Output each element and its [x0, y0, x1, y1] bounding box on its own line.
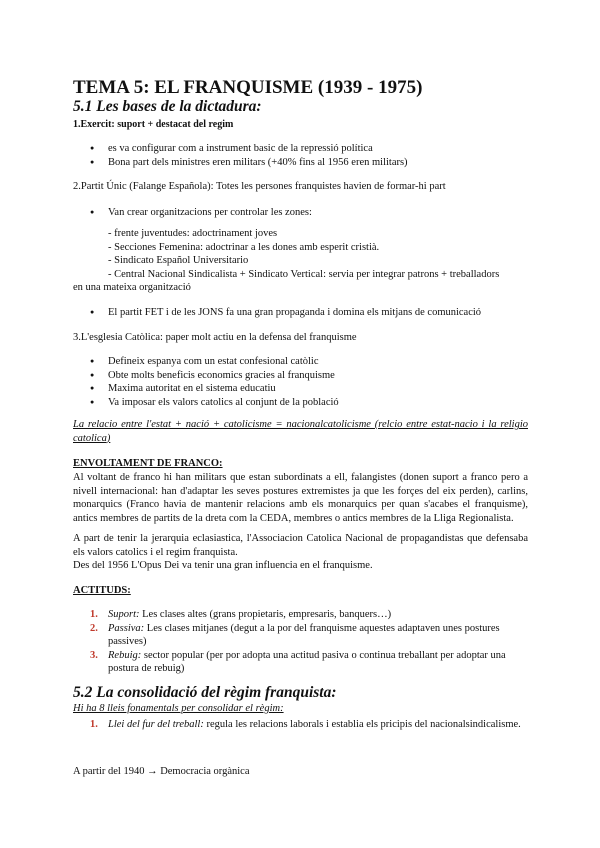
item-number: 1. — [90, 719, 98, 730]
partit-bullet-2 — [88, 306, 538, 320]
actitud-suport — [90, 608, 530, 622]
item-text: sector popular (per por adopta una actitud pasiva o continua treballant per adoptar una postura de rebuig) — [108, 649, 506, 674]
actituds-list — [90, 608, 530, 676]
list-item: - Central Nacional Sindicalista + Sindicato Vertical: servia per integrar patrons + treballadors — [108, 268, 500, 280]
list-item: ● Maxima autoritat en el sistema educatiu — [88, 382, 528, 396]
list-item: ● Obte molts beneficis economics gracies al franquisme — [88, 369, 528, 383]
list-item: ● El partit FET i de les JONS fa una gran propaganda i domina els mitjans de comunicació — [88, 306, 538, 320]
partit-sublist — [108, 227, 538, 281]
actitud-passiva — [90, 622, 530, 649]
item-text: Les clases mitjanes (degut a la por del franquisme aquestes adaptaven unes postures passives) — [108, 622, 500, 647]
list-item: - Secciones Femenina: adoctrinar a les dones amb esperit cristià. — [108, 241, 380, 253]
nacionalcatolicisme-formula: La relacio entre l'estat + nació + catolicisme = nacionalcatolicisme (relcio entre estat-nacio i la religio catolica) — [73, 419, 528, 444]
partit-bullet-1 — [88, 206, 528, 220]
item-label: Llei del fur del treball: — [108, 719, 204, 730]
esglesia-title: 3.L'esglesia Catòlica: paper molt actiu en la defensa del franquisme — [73, 332, 357, 343]
esglesia-bullets — [88, 355, 528, 409]
list-item: ● Defineix espanya com un estat confesional catòlic — [88, 355, 528, 369]
envoltament-paragraph-3: Des del 1956 L'Opus Dei va tenir una gran influencia en el franquisme. — [73, 560, 373, 571]
item-label: Rebuig: — [108, 649, 142, 661]
envoltament-paragraph-1: Al voltant de franco hi han militars que estan subordinats a ell, falangistes (donen suport a franco pero a nivell internacional: han d'adaptar les seves postures extremistes ja que les forçes del eix perden), carlins, monarquics (Franco havia de mantenir relacions amb els monarquics per quan s'acabes el franquisme), antics membres de partits de la dreta com la CEDA, membres o antics membres de la Lliga Regionalista. — [73, 472, 528, 524]
list-item: - Sindicato Español Universitario — [108, 255, 249, 266]
exercit-title: 1.Exercit: suport + destacat del regim — [73, 119, 234, 130]
item-label: Suport: — [108, 609, 140, 620]
list-item: ● es va configurar com a instrument basic de la repressió política — [88, 142, 528, 156]
list-item: ● Van crear organitzacions per controlar les zones: — [88, 206, 528, 220]
item-number: 3. — [90, 649, 98, 661]
item-number: 2. — [90, 622, 98, 634]
list-item: ● Bona part dels ministres eren militars (+40% fins al 1956 eren militars) — [88, 156, 528, 170]
exercit-bullets — [88, 142, 528, 169]
list-item: ● Va imposar els valors catolics al conjunt de la població — [88, 396, 528, 410]
actituds-heading: ACTITUDS: — [73, 585, 131, 596]
envoltament-paragraph-2: A part de tenir la jerarquia eclasiastica, l'Associacion Catolica Nacional de propagandistas que defensaba els valors catolics i el regim franquista. — [73, 533, 528, 558]
item-text: Les clases altes (grans propietaris, empresaris, banquers…) — [139, 609, 392, 620]
partit-title: 2.Partit Únic (Falange Española): Totes les persones franquistes havien de formar-hi part — [73, 181, 446, 192]
item-number: 1. — [90, 609, 98, 620]
page-title: TEMA 5: EL FRANQUISME (1939 - 1975) — [73, 77, 423, 98]
section-1-heading: 5.1 Les bases de la dictadura: — [73, 98, 262, 115]
partit-sublist-tail: en una mateixa organització — [73, 282, 191, 293]
item-text: regula les relacions laborals i establia els pricipis del nacionalsindicalisme. — [203, 719, 521, 730]
section-2-subheading: Hi ha 8 lleis fonamentals per consolidar el règim: — [73, 703, 284, 714]
list-item: - frente juventudes: adoctrinament joves — [108, 228, 278, 239]
llei-item — [90, 718, 528, 732]
section-2-heading: 5.2 La consolidació del règim franquista: — [73, 684, 337, 701]
list-item — [90, 718, 528, 732]
final-line: A partir del 1940 → Democracia orgànica — [73, 766, 250, 777]
envoltament-heading: ENVOLTAMENT DE FRANCO: — [73, 458, 223, 469]
item-label: Passiva: — [108, 622, 145, 634]
actitud-rebuig — [90, 649, 530, 676]
